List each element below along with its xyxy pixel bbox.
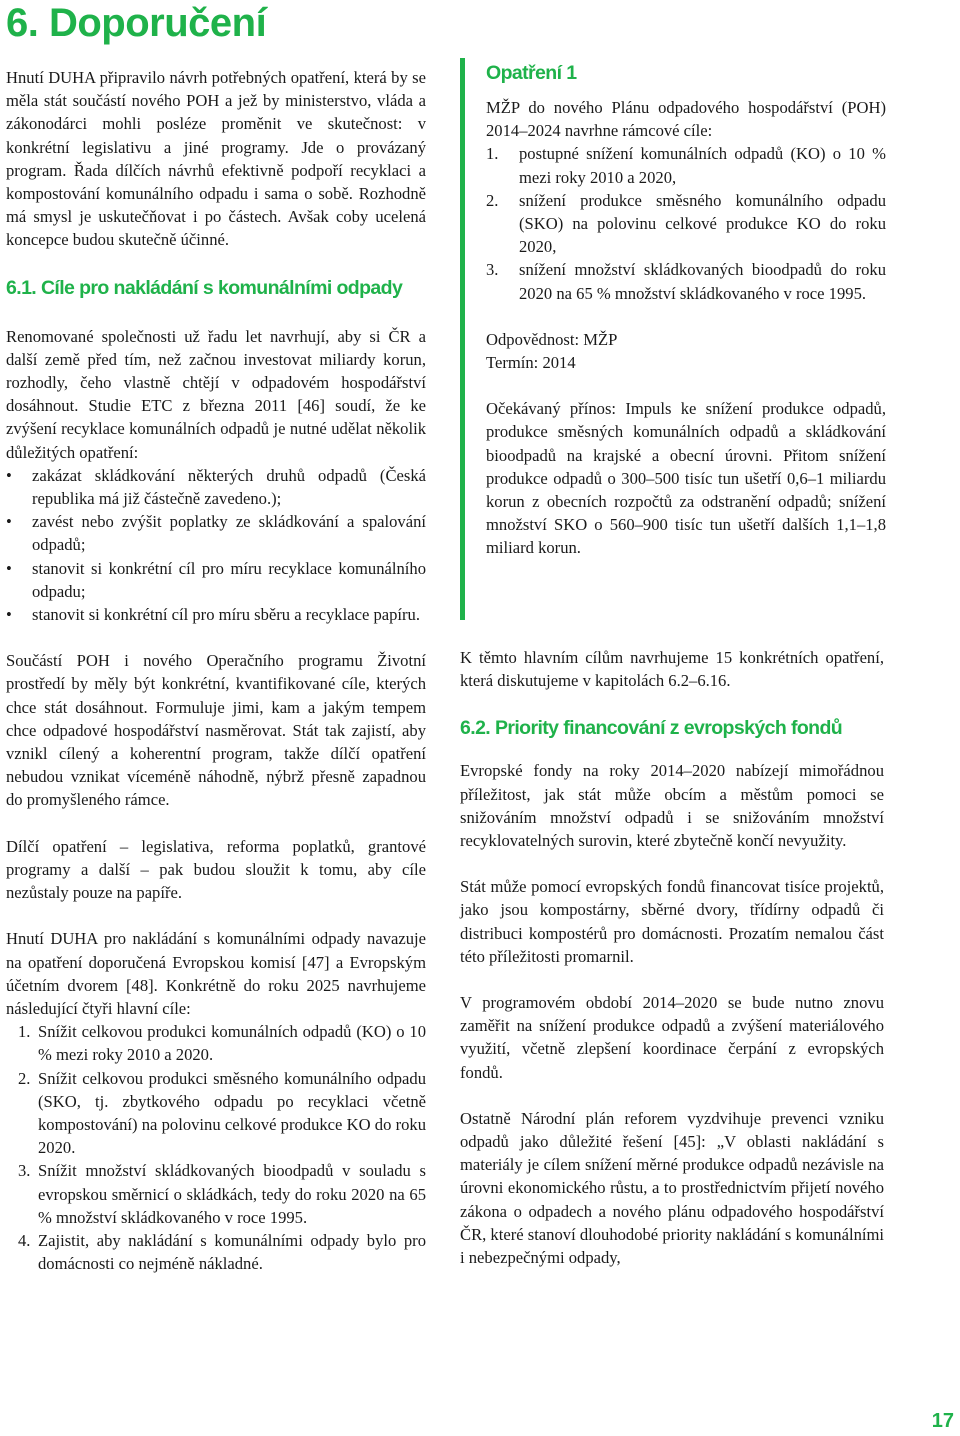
list-item: 2. Snížit celkovou produkci směsného komunálního odpadu (SKO, tj. zbytkového odpadu po recyklaci včetně kompostování) na polovinu celkové produkce KO do roku 2020.	[18, 1068, 426, 1158]
page-title: 6. Doporučení	[6, 1, 267, 45]
paragraph-programme-period: V programovém období 2014–2020 se bude nutno znovu zaměřit na snížení produkce odpadů a zvýšení materiálového využití, včetně zlepšení koordinace čerpání z evropských fondů.	[460, 993, 884, 1082]
measure-deadline: Termín: 2014	[486, 353, 576, 373]
list-item: 3. Snížit množství skládkovaných bioodpadů v souladu s evropskou směrnicí o skládkách, tedy do roku 2020 na 65 % množství skládkovaného v roce 1995.	[18, 1161, 426, 1227]
list-item: 2. snížení produkce směsného komunálního odpadu (SKO) na polovinu celkové produkce KO do roku 2020,	[486, 190, 886, 257]
measure-heading: Opatření 1	[486, 62, 577, 84]
list-item: • zavést nebo zvýšit poplatky ze skládkování a spalování odpadů;	[6, 510, 426, 556]
paragraph-targets: Součástí POH i nového Operačního programu Životní prostředí by měly být konkrétní, kvantifikované cíle, kterých chce stát dosáhnout. Formuluje jimi, kam a jakým tempem chce odpadové hospodářství nasměrovat. Stát tak zajistí, aby vznikl cílený a koherentní program, takže dílčí opatření nebudou vznikat víceméně náhodně, nýbrž přesně zapadnou do promyšleného rámce.	[6, 651, 426, 810]
goals-list	[6, 1020, 426, 1275]
etc-measures-list	[6, 464, 426, 626]
list-item: • stanovit si konkrétní cíl pro míru recyklace komunálního odpadu;	[6, 557, 426, 603]
measure-items-list	[486, 142, 886, 304]
left-column	[6, 66, 426, 1298]
measure-box	[486, 60, 886, 583]
measure-responsibility: Odpovědnost: MŽP	[486, 329, 618, 349]
intro-paragraph: Hnutí DUHA připravilo návrh potřebných opatření, která by se měla stát součástí nového POH a jež by ministerstvo, vláda a zákonodárci mohli posléze proměnit ve skutečnost: v konkrétní legislativu a jiné programy. Jde o provázaný program. Řada dílčích návrhů efektivně podpoří recyklaci a kompostování komunálního odpadu i sama o sobě. Rozhodně má smysl je uskutečňovat i po částech. Avšak coby ucelená koncepce budou skutečně účinné.	[6, 68, 426, 250]
page-number: 17	[931, 1410, 954, 1432]
measure-benefit: Očekávaný přínos: Impuls ke snížení produkce odpadů, produkce směsných komunálních odpadů a skládkování bioodpadů na krajské a obecní úrovni. Přitom snížení produkce odpadů o 300–500 tisíc tun ušetří 0,6–1 miliardu korun z obecních rozpočtů za odstranění odpadů; snížení množství SKO o 560–900 tisíc tun ušetří dalších 1,1–1,8 miliard korun.	[486, 399, 886, 558]
section-heading-6-1: 6.1. Cíle pro nakládání s komunálními odpady	[6, 276, 403, 299]
measure-lead: MŽP do nového Plánu odpadového hospodářství (POH) 2014–2024 navrhne rámcové cíle:	[486, 98, 886, 141]
section1-paragraph: Renomované společnosti už řadu let navrhují, aby si ČR a další země před tím, než začnou investovat miliardy korun, rozhodly, čeho vlastně chtějí v odpadovém hospodářství dosáhnout. Studie ETC z března 2011 [46] soudí, že ke zvýšení recyklace komunálních odpadů je nutné udělat několik důležitých opatření:	[6, 326, 426, 462]
paragraph-measures: Dílčí opatření – legislativa, reforma poplatků, grantové programy a další – pak budou sloužit k tomu, aby cíle nezůstaly pouze na papíře.	[6, 836, 426, 903]
right-column	[460, 646, 884, 1292]
paragraph-national-plan: Ostatně Národní plán reforem vyzdvihuje prevenci vzniku odpadů jako důležité řešení [45]: „V oblasti nakládání s materiály je cílem snížení měrné produkce odpadů nezávisle na úrovni ekonomického růstu, a to prostřednictvím přijetí nového zákona o odpadech a nového plánu odpadového hospodářství ČR, které stanoví dlouhodobé priority nakládání s komunálními i nebezpečnými odpady,	[460, 1108, 884, 1268]
list-item: 1. Snížit celkovou produkci komunálních odpadů (KO) o 10 % mezi roky 2010 a 2020.	[18, 1022, 426, 1065]
paragraph-duha-goals: Hnutí DUHA pro nakládání s komunálními odpady navazuje na opatření doporučená Evropskou komisí [47] a Evropským účetním dvorem [48]. Konkrétně do roku 2025 navrhujeme následující čtyři hlavní cíle:	[6, 929, 426, 1018]
list-item: • stanovit si konkrétní cíl pro míru sběru a recyklace papíru.	[6, 603, 426, 626]
section-heading-6-2: 6.2. Priority financování z evropských fondů	[460, 717, 843, 740]
paragraph-15-measures: K těmto hlavním cílům navrhujeme 15 konkrétních opatření, která diskutujeme v kapitolách 6.2–6.16.	[460, 648, 884, 691]
list-item: • zakázat skládkování některých druhů odpadů (Česká republika má již částečně zavedeno.);	[6, 464, 426, 510]
list-item: 1. postupné snížení komunálních odpadů (KO) o 10 % mezi roky 2010 a 2020,	[486, 144, 886, 187]
paragraph-eu-funds: Evropské fondy na roky 2014–2020 nabízejí mimořádnou příležitost, jak stát může obcím a městům pomoci se snižováním množství odpadů i se snižováním množství recyklovatelných surovin, které zbytečně končí nevyužity.	[460, 761, 884, 851]
paragraph-state-projects: Stát může pomocí evropských fondů financovat tisíce projektů, jako jsou kompostárny, sběrné dvory, třídírny odpadů či distribuci kompostérů pro domácnosti. Prozatím nemalou část této příležitosti promarnil.	[460, 877, 884, 966]
list-item: 4. Zajistit, aby nakládání s komunálními odpady bylo pro domácnosti co nejméně nákladné.	[18, 1230, 426, 1274]
list-item: 3. snížení množství skládkovaných bioodpadů do roku 2020 na 65 % množství skládkovaného v roce 1995.	[486, 260, 886, 303]
